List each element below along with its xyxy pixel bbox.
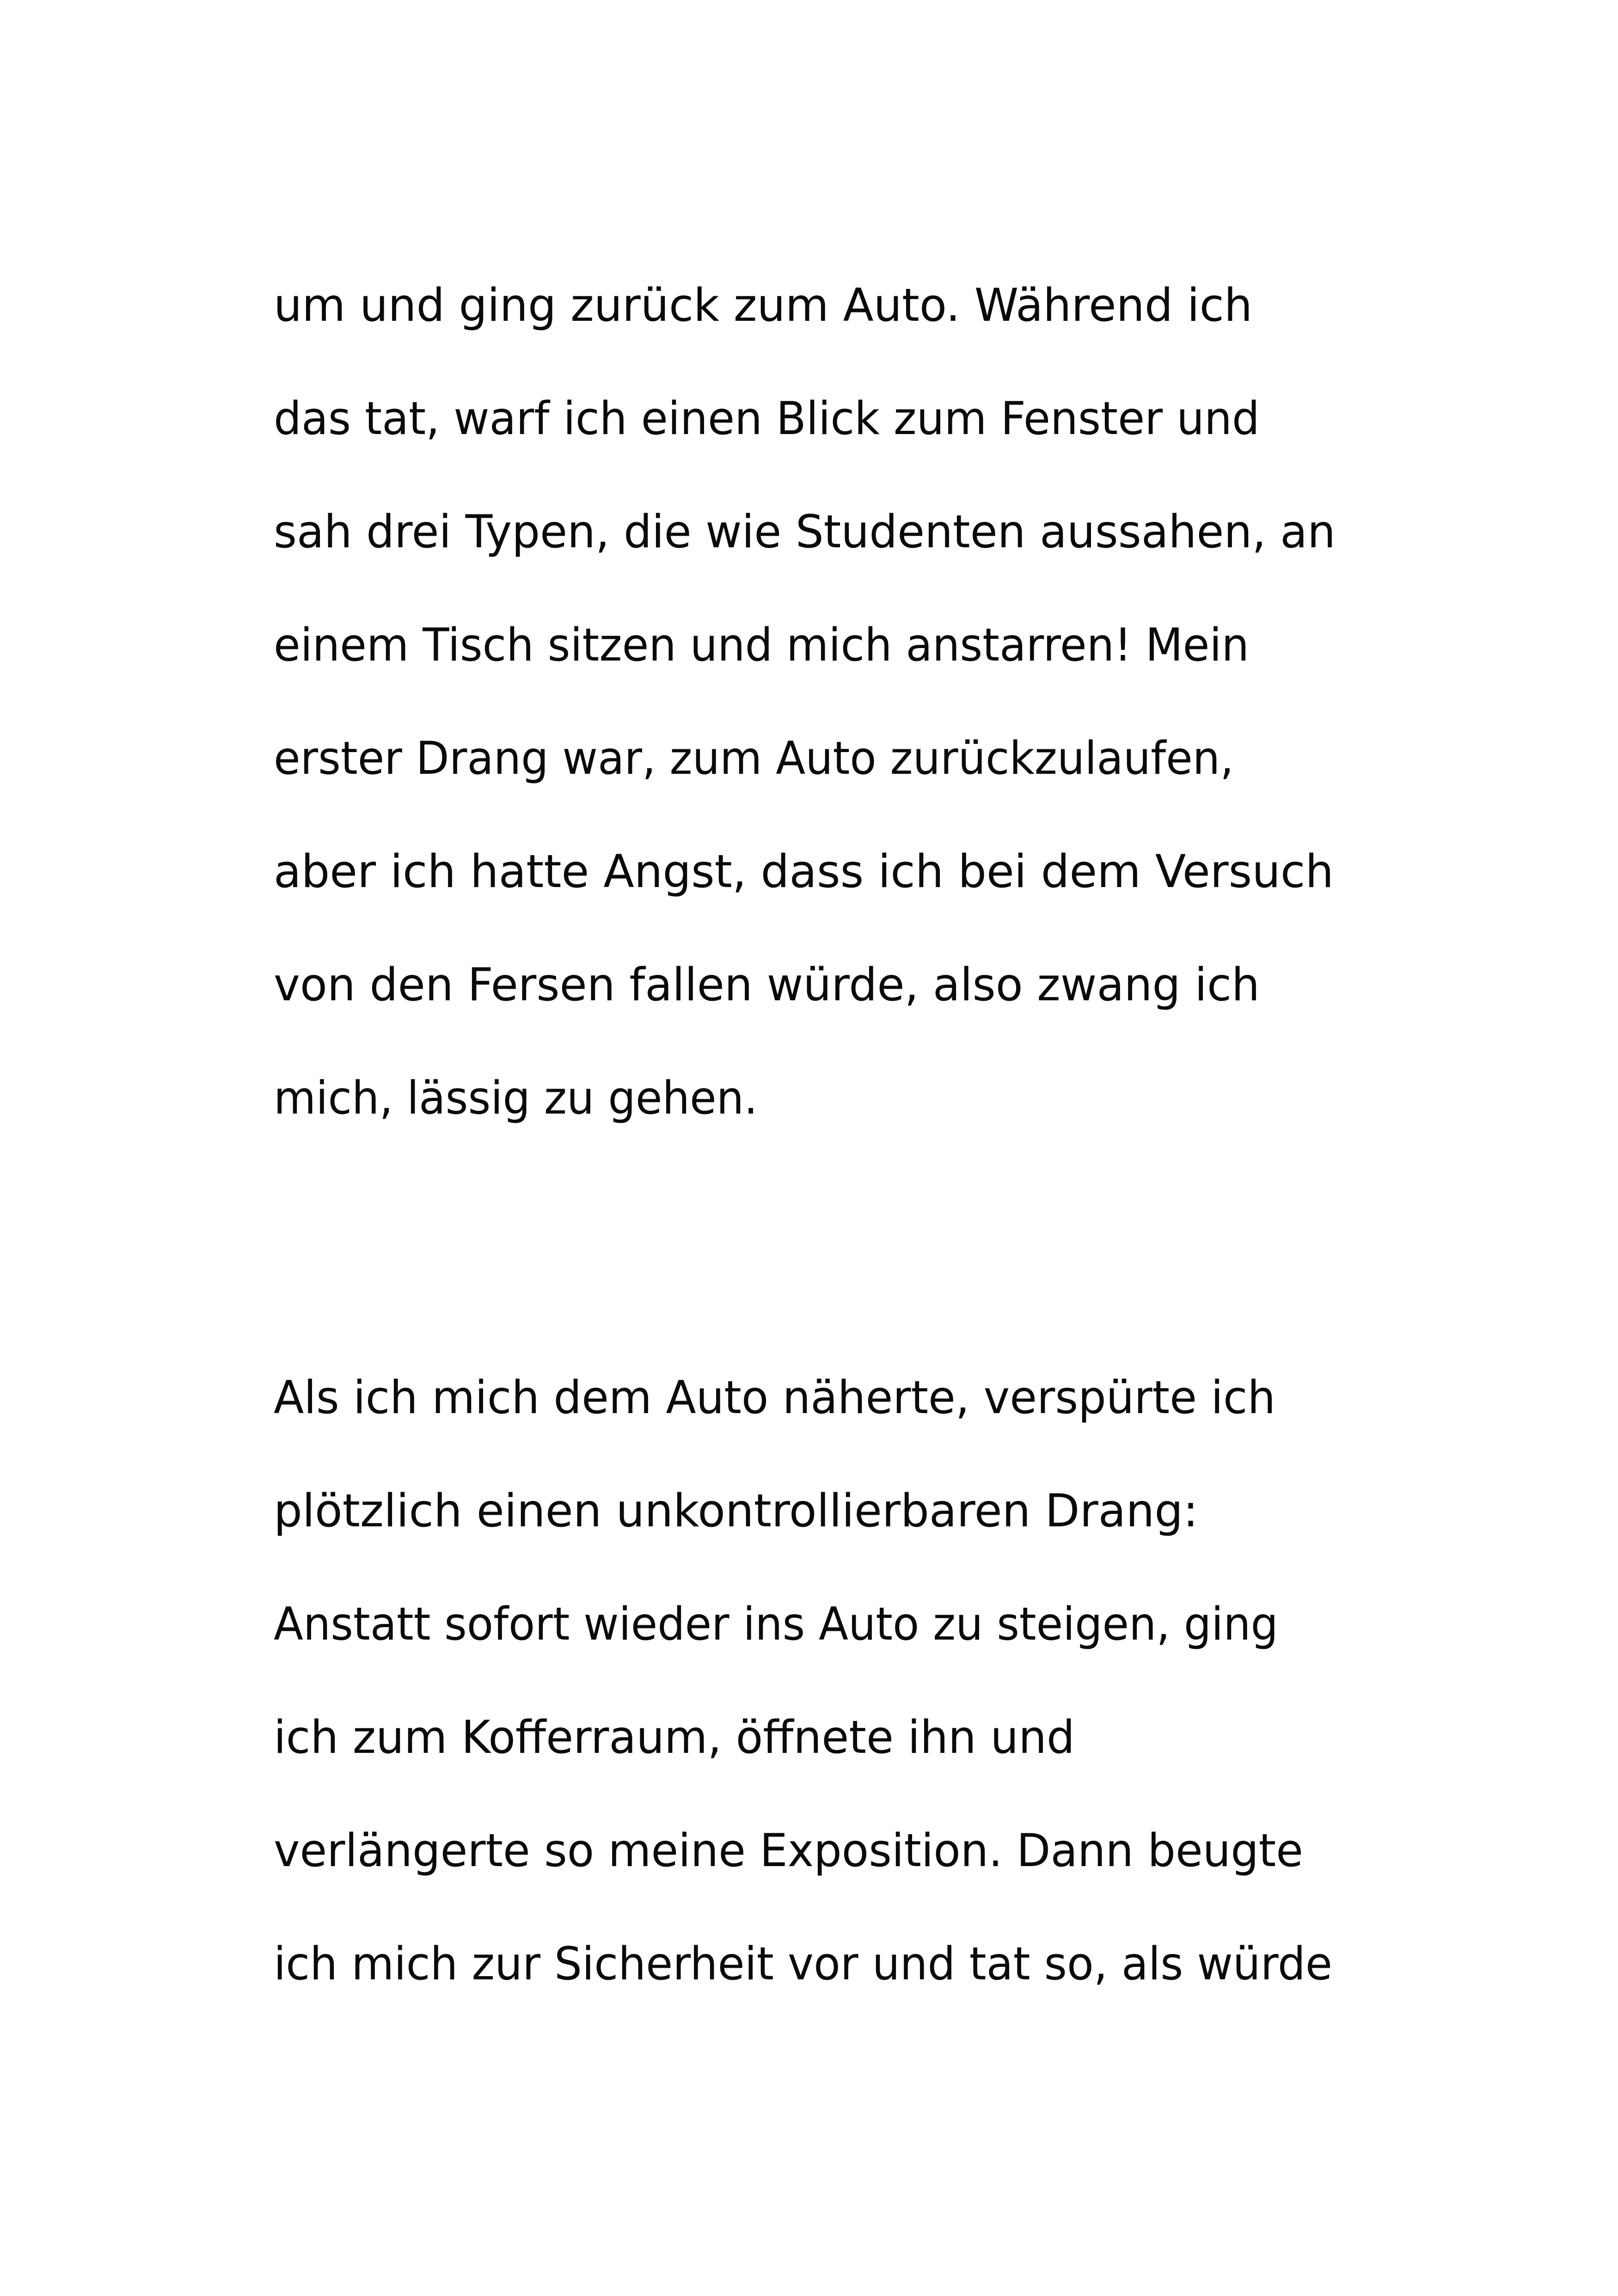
- text-line: erster Drang war, zum Auto zurückzulaufen,: [274, 732, 1234, 785]
- text-line: einem Tisch sitzen und mich anstarren! Mein: [274, 619, 1249, 672]
- text-line: ich mich zur Sicherheit vor und tat so, als würde: [274, 1938, 1333, 1990]
- text-line: mich, lässig zu gehen.: [274, 1072, 758, 1125]
- text-line: aber ich hatte Angst, dass ich bei dem Versuch: [274, 845, 1334, 898]
- text-line: verlängerte so meine Exposition. Dann beugte: [274, 1825, 1303, 1877]
- text-line: sah drei Typen, die wie Studenten aussahen, an: [274, 506, 1336, 558]
- text-line: das tat, warf ich einen Blick zum Fenster und: [274, 392, 1260, 445]
- text-line: um und ging zurück zum Auto. Während ich: [274, 279, 1253, 332]
- text-line: Anstatt sofort wieder ins Auto zu steigen, ging: [274, 1598, 1278, 1651]
- text-line: ich zum Kofferraum, öffnete ihn und: [274, 1711, 1075, 1764]
- text-line: plötzlich einen unkontrollierbaren Drang:: [274, 1485, 1199, 1537]
- text-line: Als ich mich dem Auto näherte, verspürte ich: [274, 1371, 1276, 1424]
- text-line: von den Fersen fallen würde, also zwang ich: [274, 959, 1260, 1011]
